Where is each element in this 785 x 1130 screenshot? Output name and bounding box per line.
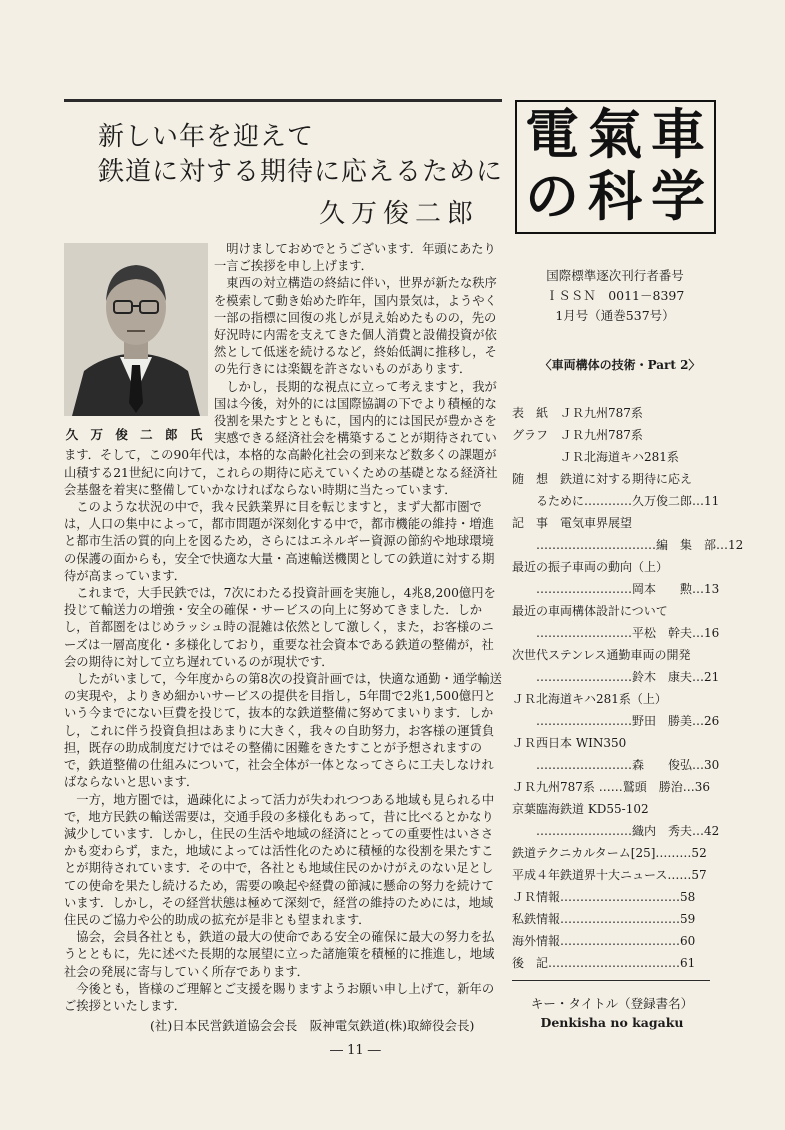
- paragraph-5: これまで，大手民鉄では，7次にわたる投資計画を実施し，4兆8,200億円を投じて輸送力の増強・安全の確保・サービスの向上に努めてきました．しかし，首都圏をはじめラッシュ時の混雑は依然として激しく，また，お客様のニーズは一層高度化・多様化しており，重要な社会資本である鉄道の整備が，社会の期待に対して立ち遅れているのが現状です．: [64, 586, 496, 669]
- paragraph-2: 東西の対立構造の終結に伴い，世界が新たな秩序を模索して動き始めた昨年，国内景気は，ようやく一部の指標に回復の兆しが見え始めたものの，先の好況時に内需を支えてきた個人消費と設備投資が依然として低迷を続けるなど，終始低調に推移し，その先行きには楽観を許さないものがあります．: [214, 276, 497, 377]
- toc-item: ……………………平松 幹夫…16: [512, 626, 720, 640]
- issn-number: ＩＳＳＮ 0011－8397: [545, 288, 685, 303]
- key-title: Denkisha no kagaku: [540, 1015, 684, 1030]
- logo-char-6: 学: [651, 165, 705, 228]
- logo-char-5: 科: [588, 165, 642, 228]
- toc-item: 次世代ステンレス通勤車両の開発: [512, 648, 691, 662]
- paragraph-7: 一方，地方圏では，過疎化によって活力が失われつつある地域も見られる中で，地方民鉄の輸送需要は，交通手段の多様化もあって，昔に比べるとかなり減少しています．しかし，住民の生活や地域の経済にとっての重要性はいささかも変わらず，また，地域によっては活性化のために積極的な役割を果たすことが期待されています．その中で，各社とも地域住民のかけがえのない足としての使命を果たし続けるため，需要の喚起や経費の節減に懸命の努力を続けています．しかし，その経営状態は極めて深刻で，経営の維持のためには，地域住民のご協力や公的助成の拡充が是非とも望まれます．: [64, 792, 495, 927]
- paragraph-8: 協会，会員各社とも，鉄道の最大の使命である安全の確保に最大の努力を払うとともに，先に述べた長期的な展望に立った諸施策を積極的に推進し，地域社会の発展に寄与していく所存であります．: [64, 930, 495, 979]
- toc-item: ……………………鈴木 康夫…21: [512, 670, 720, 684]
- author-photo: [64, 243, 208, 416]
- toc-heading: 〈車両構体の技術・Part 2〉: [539, 358, 701, 372]
- toc-item: ＪＲ北海道キハ281系（上）: [512, 692, 667, 706]
- toc-item: 私鉄情報…………………………59: [512, 912, 696, 926]
- toc-item: 京葉臨海鉄道 KD55-102: [512, 802, 649, 816]
- toc-item: ＪＲ西日本 WIN350: [512, 736, 627, 750]
- toc-item: ＪＲ北海道キハ281系: [512, 450, 679, 464]
- toc-item: ＪＲ九州787系 ……鷲頭 勝治…36: [512, 780, 710, 794]
- toc-item: …………………………編 集 部…12: [512, 538, 744, 552]
- toc-item: ……………………野田 勝美…26: [512, 714, 720, 728]
- toc-item: 表 紙 ＪＲ九州787系: [512, 406, 643, 420]
- article-title-line-1: 新しい年を迎えて: [98, 122, 315, 152]
- key-title-label: キー・タイトル（登録書名）: [530, 996, 694, 1011]
- issn-label: 国際標準逐次刊行者番号: [546, 268, 684, 283]
- article-title-line-2: 鉄道に対する期待に応えるために: [98, 157, 504, 187]
- logo-char-3: 車: [651, 103, 705, 166]
- magazine-logo: [515, 100, 716, 234]
- toc-item: ＪＲ情報…………………………58: [512, 890, 696, 904]
- toc-item: 随 想 鉄道に対する期待に応え: [512, 472, 693, 486]
- toc-item: 平成４年鉄道界十大ニュース……57: [512, 868, 707, 882]
- toc-item: 海外情報…………………………60: [512, 934, 696, 948]
- photo-caption: 久 万 俊 二 郎 氏: [65, 427, 207, 442]
- toc-item: 最近の車両構体設計について: [512, 604, 668, 618]
- toc-item: ……………………森 俊弘…30: [512, 758, 720, 772]
- paragraph-6: したがいまして，今年度からの第8次の投資計画では，快適な通勤・通学輸送の実現や，よりきめ細かいサービスの提供を目指し，5年間で2兆1,500億円という今までにない巨費を投じて，抜本的な鉄道整備に努めてまいります．しかし，これに伴う投資負担はあまりに大きく，我々の自助努力，お客様の運賃負担，既存の助成制度だけではその整備に困難をきたすことが予想されますので，鉄道整備の仕組みについて，社会全体が一体となってさらに工夫しなければならないと思います．: [64, 672, 502, 790]
- toc-item: 最近の振子車両の動向（上）: [512, 560, 669, 574]
- toc-item: るために…………久万俊二郎…11: [512, 494, 720, 508]
- toc-item: 後 記……………………………61: [512, 956, 696, 970]
- paragraph-9: 今後とも，皆様のご理解とご支援を賜りますようお願い申し上げて，新年のご挨拶といたします．: [64, 981, 495, 1013]
- paragraph-3: しかし，長期的な視点に立って考えますと，我が国は今後，対外的には国際協調の下でより積極的な役割を果たすとともに，国内的には国民が豊かさを実感できる経済社会を構築することが期待されています．そして，この90年代は，本格的な高齢化社会の到来など数多くの課題が山積する21世紀に向けて，これらの期待に応えていくための基礎となる経済社会基盤を着実に整備していかなければならない時期に当たっています．: [64, 379, 498, 497]
- toc-item: 記 事 電気車界展望: [512, 516, 633, 530]
- logo-char-4: の: [525, 165, 579, 228]
- paragraph-4: このような状況の中で，我々民鉄業界に目を転じますと，まず大都市圏では，人口の集中によって，都市問題が深刻化する中で，都市機能の維持・増進と都市生活の質的向上を図るため，さらにはエネルギー資源の節約や地球環境の保護の面からも，安全で快適な大量・高速輸送機関としての鉄道に対する期待が高まっています．: [64, 500, 495, 583]
- logo-char-2: 氣: [588, 103, 642, 166]
- paragraph-1: 明けましておめでとうございます．年頭にあたり一言ご挨拶を申し上げます．: [214, 242, 496, 274]
- toc-item: ……………………岡本 勲…13: [512, 582, 720, 596]
- page-number: ― 11 ―: [330, 1043, 381, 1058]
- header-rule: [64, 99, 502, 102]
- toc-item: ……………………織内 秀夫…42: [512, 824, 720, 838]
- toc-item: グラフ ＪＲ九州787系: [512, 428, 643, 442]
- article-author: 久万俊二郎: [318, 199, 479, 229]
- signature: (社)日本民営鉄道協会会長 阪神電気鉄道(株)取締役会長): [150, 1018, 475, 1033]
- toc-item: 鉄道テクニカルターム[25]………52: [512, 846, 707, 860]
- toc-divider: [512, 980, 710, 981]
- issue-number: 1月号（通巻537号）: [555, 308, 675, 323]
- logo-char-1: 電: [525, 103, 579, 166]
